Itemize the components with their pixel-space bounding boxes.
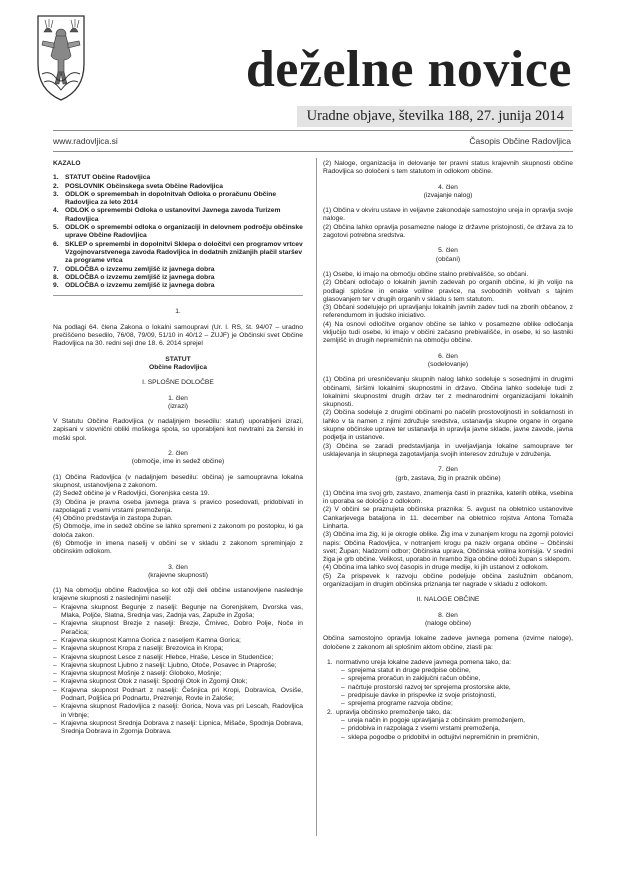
- section-heading: II. NALOGE OBČINE: [416, 596, 480, 604]
- article-number: 5. člen: [438, 247, 458, 255]
- toc-item: 3. ODLOK o spremembah in dopolnitvah Odloka o proračunu Občine Radovljica za leto 2014: [53, 190, 277, 207]
- list-item: 2. upravlja občinsko premoženje tako, da:: [327, 708, 452, 716]
- list-item: – Krajevna skupnost Begunje z naselji: Begunje na Gorenjskem, Dvorska vas, Mlaka, Poljče, Slatna, Srednja vas, Zadnja vas, Zapuže in Zgoša;: [53, 603, 303, 620]
- article-paragraph: (2) Občina sodeluje z drugimi občinami po načelih prostovoljnosti in solidarnosti in lahko v ta namen z njimi združuje sredstva, ustanavlja skupne organe in organe skupne občinske uprave ter ustanavlja in upravlja javne sklade, javne zavode, javna podjetja in ustanove.: [323, 409, 573, 442]
- toc-item: 6. SKLEP o spremembi in dopolnitvi Sklepa o določitvi cen programov vrtcev Vzgojnovarstvenega zavoda Radovljica in dodatnih znižanjih plačil staršev za programe vrtca: [53, 240, 303, 265]
- article-paragraph: (2) Sedež občine je v Radovljici, Gorenjska cesta 19.: [53, 490, 210, 498]
- article-paragraph: Občina samostojno opravlja lokalne zadeve javnega pomena (izvirne naloge), določene z zakonom ali splošnim aktom občine, zlasti pa:: [323, 635, 573, 651]
- coat-of-arms-icon: [30, 10, 92, 102]
- article-paragraph: (2) V občini se praznujeta občinska praznika: 5. avgust na obletnico ustanovitve Cankarjevega bataljona in 11. december na obletnico rojstva Antona Tomaža Linharta.: [323, 506, 573, 530]
- article-paragraph: (1) Občina Radovljica (v nadaljnjem besedilu: občina) je samoupravna lokalna skupnost, ustanovljena z zakonom.: [53, 473, 303, 489]
- article-title: (naloge občine): [424, 619, 472, 627]
- article-paragraph: (2) Občani odločajo o lokalnih javnih zadevah po organih občine, ki jih volijo na podlagi splošne in enake volilne pravice, na svobodnih volitvah s tajnim glasovanjem ter v drugih organih v skladu s tem statutom.: [323, 279, 573, 303]
- article-paragraph: (2) Naloge, organizacija in delovanje ter pravni status krajevnih skupnosti občine Radovljica so določeni s tem statutom in odlokom občine.: [323, 160, 573, 176]
- preamble: Na podlagi 64. člena Zakona o lokalni samoupravi (Ur. l. RS, št. 94/07 – uradno prečiščeno besedilo, 76/08, 79/09, 51/10 in 40/12 – ZUJF) je Občinski svet Občine Radovljica na 30. redni seji dne 18. 6. 2014 sprejel: [53, 323, 303, 348]
- header-rule: [53, 130, 573, 131]
- article-number: 6. člen: [438, 352, 458, 360]
- toc-item: 5. ODLOK o spremembi odloka o organizaciji in delovnem področju občinske uprave Občine Radovljica: [53, 224, 303, 240]
- list-item: – predpisuje davke in prispevke iz svoje pristojnosti,: [341, 692, 496, 700]
- statut-subtitle: Občine Radovljica: [149, 363, 207, 371]
- article-title: (sodelovanje): [427, 360, 469, 368]
- article-paragraph: (6) Območje in imena naselij v občini se v skladu z zakonom spreminjajo z občinskim odlokom.: [53, 539, 303, 556]
- community-list: [53, 604, 303, 737]
- article-paragraph: (1) Osebe, ki imajo na območju občine stalno prebivališče, so občani.: [323, 270, 529, 278]
- list-item: – Krajevna skupnost Kamna Gorica z naseljem Kamna Gorica;: [53, 636, 241, 644]
- toc-list: [53, 174, 303, 290]
- publication-title: deželne novice: [245, 41, 572, 98]
- article-paragraph: V Statutu Občine Radovljica (v nadaljnjem besedilu: statut) uporabljeni izrazi, zapisani v slovnični obliki moškega spola, so uporabljeni kot nevtralni za ženski in moški spol.: [53, 418, 303, 442]
- article-paragraph: (4) Občina ima lahko svoj časopis in druge medije, ki jih ustanovi z odlokom.: [323, 564, 549, 572]
- article-paragraph: (4) Na osnovi odločitve organov občine se lahko v posamezne oblike odločanja vključijo tudi osebe, ki imajo v občini začasno prebivališče, in osebe, ki so lastniki zemljišč in drugih nepremičnin na območju občine.: [323, 320, 573, 345]
- article-number: 8. člen: [438, 611, 458, 619]
- toc-item: 8. ODLOČBA o izvzemu zemljišč iz javnega dobra: [53, 273, 215, 281]
- header-rule: [53, 151, 573, 152]
- article-number: 4. člen: [438, 183, 458, 191]
- column-divider: [316, 158, 317, 836]
- list-item: – pridobiva in razpolaga z vsemi vrstami premoženja,: [341, 725, 501, 733]
- publisher-name: Časopis Občine Radovljica: [469, 136, 571, 146]
- article-number: 7. člen: [438, 466, 458, 474]
- section-separator: [53, 295, 303, 296]
- list-item: – sklepa pogodbe o pridobitvi in odtujitvi nepremičnin in premičnin,: [341, 733, 540, 741]
- list-item: 1. normativno ureja lokalne zadeve javnega pomena tako, da:: [327, 658, 512, 666]
- list-item: – Krajevna skupnost Lesce z naselji: Hlebce, Hraše, Lesce in Studenčice;: [53, 653, 274, 661]
- toc-item: 2. POSLOVNIK Občinskega sveta Občine Radovljica: [53, 182, 223, 190]
- list-item: – sprejema programe razvoja občine;: [341, 700, 453, 708]
- toc-item: 9. ODLOČBA o izvzemu zemljišč iz javnega dobra: [53, 282, 215, 290]
- article-paragraph: (1) Občina ima svoj grb, zastavo, znamenja časti in praznika, katerih oblika, vsebina in uporaba se določijo z odlokom.: [323, 489, 573, 506]
- article-paragraph: (3) Občani sodelujejo pri upravljanju lokalnih javnih zadev tudi na zborih občanov, z referendumom in ljudsko iniciativo.: [323, 304, 573, 320]
- article-paragraph: (5) Območje, ime in sedež občine se lahko spremeni z zakonom po postopku, ki ga določa zakon.: [53, 523, 303, 539]
- article-title: (krajevne skupnosti): [148, 571, 208, 579]
- document-number: 1.: [175, 308, 181, 316]
- section-heading: I. SPLOŠNE DOLOČBE: [142, 379, 214, 387]
- article-number: 3. člen: [168, 563, 188, 571]
- article-paragraph: (2) Občina lahko opravlja posamezne naloge iz državne pristojnosti, če država za to zagotovi potrebna sredstva.: [323, 223, 573, 240]
- article-paragraph: (4) Občino predstavlja in zastopa župan.: [53, 515, 173, 523]
- right-column: [323, 160, 573, 742]
- left-column: [53, 160, 303, 737]
- toc-item: 7. ODLOČBA o izvzemu zemljišč iz javnega dobra: [53, 265, 215, 273]
- article-paragraph: (1) Občina pri uresničevanju skupnih nalog lahko sodeluje s sosednjimi in drugimi občinami, širšimi lokalnimi skupnostmi in državo. Občina lahko sodeluje tudi z lokalnimi skupnostmi drugih držav ter z mednarodnimi organizacijami lokalnih skupnosti.: [323, 376, 573, 409]
- toc-title: KAZALO: [53, 160, 81, 167]
- toc-item: 4. ODLOK o spremembi Odloka o ustanovitvi Javnega zavoda Turizem Radovljica: [53, 207, 281, 223]
- masthead: [0, 0, 624, 148]
- article-title: (grb, zastava, žig in praznik občine): [395, 474, 501, 482]
- article-title: (območje, ime in sedež občine): [131, 458, 225, 466]
- issue-subtitle: Uradne objave, številka 188, 27. junija 2014: [297, 106, 572, 127]
- article-title: (izvajanje nalog): [423, 191, 473, 199]
- toc-item: 1. STATUT Občine Radovljica: [53, 174, 151, 182]
- list-item: – Krajevna skupnost Ljubno z naselji: Ljubno, Otoče, Posavec in Praproše;: [53, 661, 277, 669]
- article-paragraph: (5) Za prispevek k razvoju občine podeljuje občina zaslužnim občanom, organizacijam in drugim občinska priznanja ter nagrade v skladu z odlokom.: [323, 572, 573, 589]
- list-item: – Krajevna skupnost Kropa z naselji: Brezovica in Kropa;: [53, 645, 224, 653]
- list-item: – sprejema proračun in zaključni račun občine,: [341, 675, 481, 683]
- list-item: – Krajevna skupnost Otok z naselji: Spodnji Otok in Zgornji Otok;: [53, 678, 248, 686]
- task-list: [323, 659, 573, 742]
- article-paragraph: (3) Občina se zaradi predstavljanja in uveljavljanja lokalne samouprave ter usklajevanja in skupnega zagotavljanja svojih interesov združuje v združenja.: [323, 442, 573, 458]
- list-item: – načrtuje prostorski razvoj ter sprejema prostorske akte,: [341, 683, 511, 691]
- article-number: 2. člen: [168, 450, 188, 458]
- list-item: – Krajevna skupnost Radovljica z naselji: Gorica, Nova vas pri Lescah, Radovljica in Vrbnje;: [53, 703, 303, 719]
- article-paragraph: (1) Na območju občine Radovljica so kot ožji deli občine ustanovljene naslednje krajevne skupnosti z naslednjimi naselji:: [53, 587, 303, 603]
- article-paragraph: (1) Občina v okviru ustave in veljavne zakonodaje samostojno ureja in opravlja svoje naloge.: [323, 207, 573, 223]
- list-item: – sprejema statut in druge predpise občine,: [341, 667, 471, 675]
- list-item: – Krajevna skupnost Podnart z naselji: Češnjica pri Kropi, Dobravica, Ovsiše, Podnart, Poljšica pri Podnartu, Prezrenje, Rovte in Zaloše;: [53, 686, 303, 703]
- article-title: (občani): [435, 255, 461, 263]
- list-item: – Krajevna skupnost Brezje z naselji: Brezje, Črnivec, Dobro Polje, Noče in Peračica;: [53, 620, 303, 636]
- statut-title: STATUT: [165, 355, 191, 363]
- article-paragraph: (3) Občina ima žig, ki je okrogle oblike. Žig ima v zunanjem krogu na zgornji polovici napis: Občina Radovljica, v notranjem krogu pa naziv organa občine – Občinski svet; Župan; Nadzorni odbor; Občinska uprava, Občinska volilna komisija. V sredini žiga je grb občine. Velikost, uporabo in hrambo žiga občine določi župan s sklepom.: [323, 531, 573, 564]
- list-item: – Krajevna skupnost Mošnje z naselji: Globoko, Mošnje;: [53, 670, 222, 678]
- list-item: – ureja način in pogoje upravljanja z občinskim premoženjem,: [341, 716, 525, 724]
- website-url: www.radovljica.si: [53, 136, 118, 146]
- article-paragraph: (3) Občina je pravna oseba javnega prava s pravico posedovati, pridobivati in razpolagati z vsemi vrstami premoženja.: [53, 498, 303, 514]
- article-number: 1. člen: [168, 394, 188, 402]
- article-title: (izrazi): [167, 402, 189, 410]
- list-item: – Krajevna skupnost Srednja Dobrava z naselji: Lipnica, Mišače, Spodnja Dobrava, Srednja Dobrava in Zgornja Dobrava.: [53, 719, 303, 736]
